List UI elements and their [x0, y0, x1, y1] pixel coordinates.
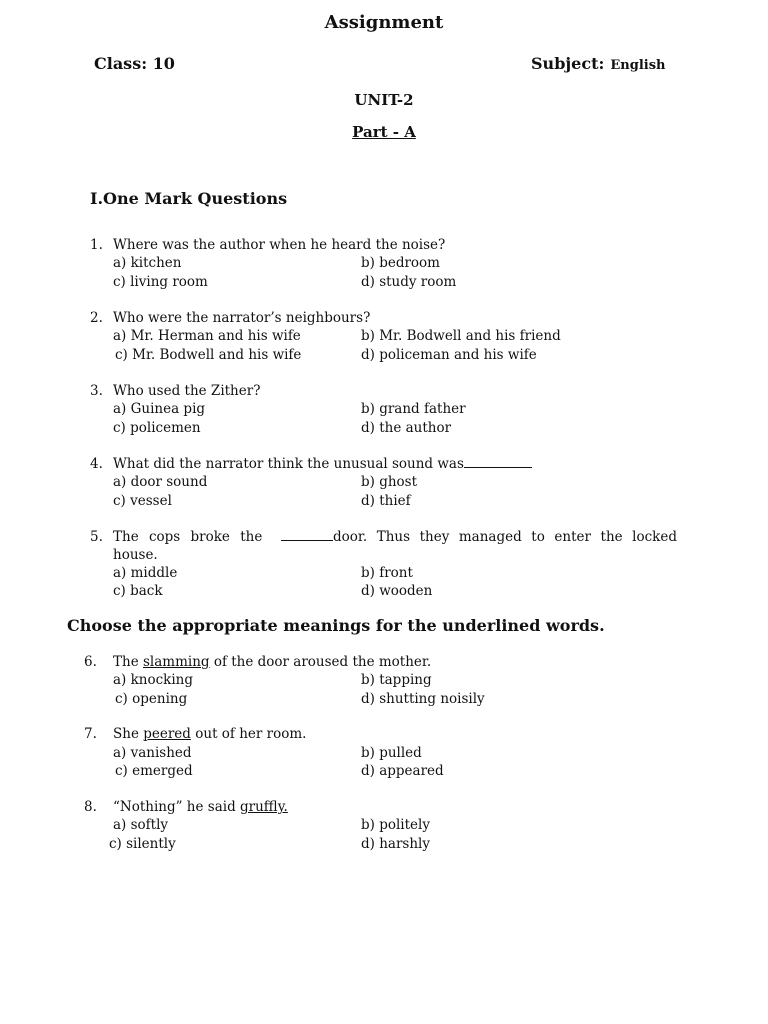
option-d: d) study room [361, 274, 457, 290]
option-d: d) thief [361, 493, 411, 509]
part-heading [0, 123, 768, 141]
unit-heading: UNIT-2 [354, 91, 414, 109]
option-a: a) door sound [113, 474, 208, 490]
option-b: b) politely [361, 817, 430, 833]
option-b: b) front [361, 565, 413, 581]
question-stem: Who were the narrator’s neighbours? [113, 310, 371, 326]
option-a: a) Guinea pig [113, 401, 206, 417]
stem-suffix: of the door aroused the mother. [209, 654, 432, 670]
question-number: 5. [90, 529, 103, 545]
question-number: 3. [90, 383, 103, 399]
option-d: d) harshly [361, 836, 430, 852]
question-number: 4. [90, 456, 103, 472]
class-label: Class: 10 [94, 54, 175, 73]
question-stem-after: door. Thus they managed to enter the locked house. [113, 529, 677, 564]
option-b: b) tapping [361, 672, 432, 688]
option-d: d) wooden [361, 583, 433, 599]
option-a: a) knocking [113, 672, 194, 688]
option-a: a) Mr. Herman and his wife [113, 328, 301, 344]
section-two-heading: Choose the appropriate meanings for the underlined words. [67, 616, 605, 635]
option-a: a) vanished [113, 745, 192, 761]
option-a: a) kitchen [113, 255, 182, 271]
option-a: a) softly [113, 817, 169, 833]
option-c: c) vessel [113, 493, 172, 509]
question-number: 6. [84, 654, 97, 670]
option-b: b) ghost [361, 474, 418, 490]
option-c: c) back [113, 583, 163, 599]
underlined-word: peered [143, 726, 191, 742]
option-b: b) bedroom [361, 255, 440, 271]
answer-blank [464, 455, 532, 468]
question-stem [113, 653, 677, 671]
option-c: c) opening [115, 691, 188, 707]
stem-prefix: “Nothing” he said [113, 799, 241, 815]
question-stem: Where was the author when he heard the noise? [113, 237, 446, 253]
option-c: c) Mr. Bodwell and his wife [115, 347, 302, 363]
option-c: c) emerged [115, 763, 193, 779]
subject-label: Subject: [531, 54, 605, 73]
option-c: c) silently [109, 836, 176, 852]
subject-value: English [610, 58, 666, 73]
document-title: Assignment [324, 12, 444, 33]
question-stem: Who used the Zither? [113, 383, 261, 399]
option-b: b) grand father [361, 401, 466, 417]
question-number: 2. [90, 310, 103, 326]
option-d: d) appeared [361, 763, 444, 779]
question-number: 1. [90, 237, 103, 253]
option-b: b) pulled [361, 745, 422, 761]
underlined-word: gruffly. [240, 799, 288, 815]
option-c: c) policemen [113, 420, 201, 436]
stem-suffix: out of her room. [190, 726, 307, 742]
part-label: Part - A [352, 123, 416, 141]
subject-line [531, 54, 666, 73]
question-stem [113, 798, 677, 816]
question-stem-before: The cops broke the [113, 529, 263, 545]
section-one-heading: I.One Mark Questions [90, 189, 288, 208]
option-c: c) living room [113, 274, 208, 290]
stem-prefix: The [113, 654, 143, 670]
question-number: 8. [84, 799, 97, 815]
question-stem-line [113, 455, 677, 473]
option-d: d) the author [361, 420, 452, 436]
option-d: d) policeman and his wife [361, 347, 537, 363]
underlined-word: slamming [142, 654, 210, 670]
question-number: 7. [84, 726, 97, 742]
question-stem [113, 725, 677, 743]
option-d: d) shutting noisily [361, 691, 485, 707]
option-b: b) Mr. Bodwell and his friend [361, 328, 561, 344]
option-a: a) middle [113, 565, 178, 581]
question-stem: What did the narrator think the unusual sound was [113, 456, 464, 472]
stem-prefix: She [113, 726, 144, 742]
